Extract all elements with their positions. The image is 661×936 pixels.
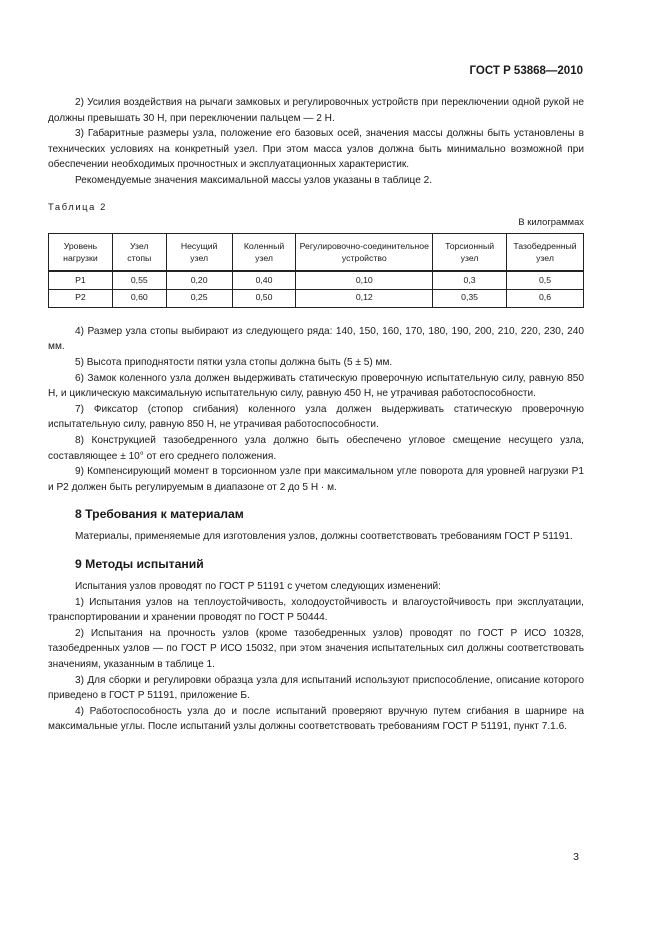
paragraph: 8) Конструкцией тазобедренного узла должно быть обеспечено угловое смещение несущего узла, составляющее ± 10° от его среднего положения. [48, 434, 584, 462]
table-cell: 0,40 [232, 271, 296, 289]
table-cell: 0,5 [507, 271, 584, 289]
paragraph: 9) Компенсирующий момент в торсионном узле при максимальном угле поворота для уровней нагрузки Р1 и Р2 должен быть регулируемым в диапазоне от 2 до 5 Н · м. [48, 466, 584, 493]
document-code-header: ГОСТ Р 53868—2010 [469, 65, 583, 77]
header-cell: Узел стопы [112, 233, 166, 271]
table-unit: В килограммах [518, 216, 584, 228]
table-row [49, 289, 584, 307]
paragraph: 2) Усилия воздействия на рычаги замковых и регулировочных устройств при переключении одной рукой не должны превышать 30 Н, при переключении пальцем — 2 Н. [48, 97, 584, 124]
table-cell: Р2 [49, 289, 113, 307]
paragraph: 3) Габаритные размеры узла, положение его базовых осей, значения массы должны быть установлены в технических условиях на конкретный узел. При этом масса узлов должна быть минимально возможной при обеспечении необходимых прочностных и эксплуатационных характеристик. [48, 128, 584, 171]
section-8-heading: 8 Требования к материалам [75, 507, 244, 522]
section-9-heading: 9 Методы испытаний [75, 557, 204, 572]
table-header-row [49, 233, 584, 271]
table-cell: 0,60 [112, 289, 166, 307]
table-cell: 0,20 [166, 271, 232, 289]
header-cell: Торсионный узел [433, 233, 507, 271]
paragraph: Материалы, применяемые для изготовления узлов, должны соответствовать требованиям ГОСТ Р 51191. [75, 530, 573, 542]
paragraph: Испытания узлов проводят по ГОСТ Р 51191 с учетом следующих изменений: [75, 581, 441, 593]
table-cell: 0,3 [433, 271, 507, 289]
table-cell: 0,6 [507, 289, 584, 307]
header-cell: Коленный узел [232, 233, 296, 271]
table-cell: 0,10 [296, 271, 433, 289]
paragraph: 4) Работоспособность узла до и после испытаний проверяют вручную путем сгибания в шарнире на максимальные углы. После испытаний узлы должны соответствовать требованиям ГОСТ Р 51191, пункт 7.1.6. [48, 705, 584, 733]
paragraph: 3) Для сборки и регулировки образца узла для испытаний используют приспособление, описание которого приведено в ГОСТ Р 51191, приложение Б. [48, 674, 584, 702]
document-body [48, 95, 584, 735]
table-cell: 0,25 [166, 289, 232, 307]
paragraph: 4) Размер узла стопы выбирают из следующего ряда: 140, 150, 160, 170, 180, 190, 200, 210, 220, 230, 240 мм. [48, 325, 584, 353]
paragraph: 2) Испытания на прочность узлов (кроме тазобедренных узлов) проводят по ГОСТ Р ИСО 10328, тазобедренных узлов — по ГОСТ Р ИСО 15032, при этом значения испытательных сил должны соответствовать значениям, указанным в таблице 1. [48, 627, 584, 671]
header-cell: Тазобедренный узел [507, 233, 584, 271]
table-cell: 0,12 [296, 289, 433, 307]
table-cell: 0,55 [112, 271, 166, 289]
page-number: 3 [573, 851, 579, 863]
paragraph: 1) Испытания узлов на теплоустойчивость, холодоустойчивость и влагоустойчивость при эксплуатации, транспортировании и хранении проводят по ГОСТ Р 50444. [48, 596, 584, 624]
header-cell: Уровень нагрузки [49, 233, 113, 271]
header-cell: Несущий узел [166, 233, 232, 271]
table-cell: 0,35 [433, 289, 507, 307]
paragraph: 5) Высота приподнятости пятки узла стопы должна быть (5 ± 5) мм. [75, 356, 393, 368]
table-caption: Таблица 2 [48, 200, 107, 212]
table-cell: Р1 [49, 271, 113, 289]
table-cell: 0,50 [232, 289, 296, 307]
paragraph: 7) Фиксатор (стопор сгибания) коленного узла должен выдерживать статическую проверочную испытательную силу, равную 850 Н, не утрачивая работоспособности. [48, 403, 584, 431]
paragraph: 6) Замок коленного узла должен выдерживать статическую проверочную испытательную силу, равную 850 Н, и циклическую максимальную испытательную силу, равную 450 Н, не утрачивая работоспособности. [48, 372, 584, 400]
header-cell: Регулировочно-соединительное устройство [296, 233, 433, 271]
table-row [49, 271, 584, 289]
paragraph: Рекомендуемые значения максимальной массы узлов указаны в таблице 2. [75, 174, 433, 186]
mass-table [48, 233, 584, 308]
